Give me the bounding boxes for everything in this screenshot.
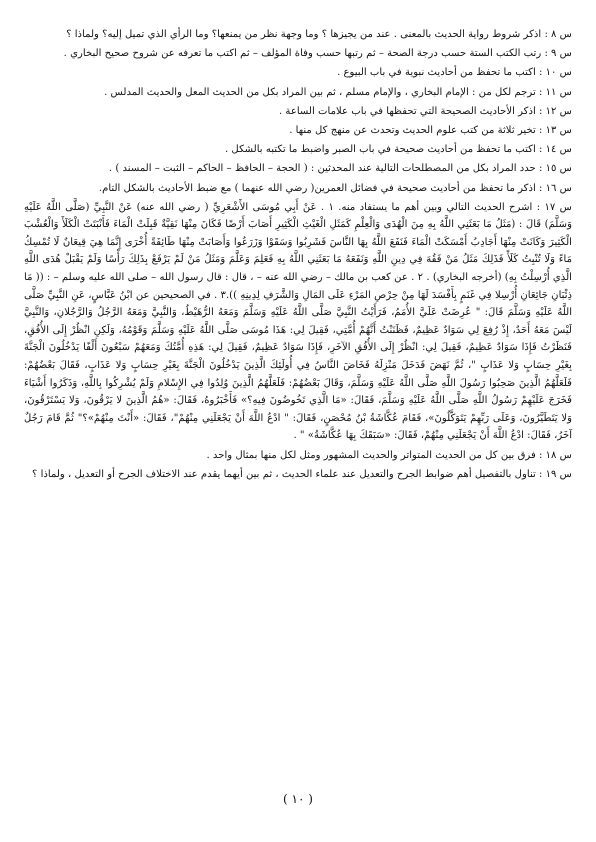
question-number: س ١٥ :	[539, 163, 572, 175]
question-text: اشرح الحديث التالي وبين أهم ما يستفاد منه. ١ . عَنْ أَبِي مُوسَى الأَشْعَرِيِّ ( رضي الله عنه) عَنْ النَّبِيِّ (صَلَّى اللَّهُ عَلَيْهِ وَسَلَّمَ) قَالَ : (مَثَلُ مَا بَعَثَنِي اللَّهُ بِهِ مِنَ الْهُدَى وَالْعِلْمِ كَمَثَلِ الْغَيْثِ الْكَثِيرِ أَصَابَ أَرْضًا فَكَانَ مِنْهَا نَقِيَّةٌ قَبِلَتْ الْمَاءَ فَأَنْبَتَتْ الْكَلَأَ وَالْعُشْبَ الْكَثِيرَ وَكَانَتْ مِنْهَا أَجَادِبُ أَمْسَكَتْ الْمَاءَ فَنَفَعَ اللَّهُ بِهَا النَّاسَ فَشَرِبُوا وَسَقَوْا وَزَرَعُوا وَأَصَابَتْ مِنْهَا طَائِفَةً أُخْرَى إِنَّمَا هِيَ قِيعَانٌ لَا تُمْسِكُ مَاءً وَلَا تُنْبِتُ كَلَأً فَذَلِكَ مَثَلُ مَنْ فَقُهَ فِي دِينِ اللَّهِ وَنَفَعَهُ مَا بَعَثَنِي اللَّهُ بِهِ فَعَلِمَ وَعَلَّمَ وَمَثَلُ مَنْ لَمْ يَرْفَعْ بِذَلِكَ رَأْسًا وَلَمْ يَقْبَلْ هُدَى اللَّهِ الَّذِي أُرْسِلْتُ بِهِ) (أخرجه البخاري) . ٢ . عن كعب بن مالك – رضي الله عنه – ، قال : قال رسول الله – صلى الله عليه وسلم – : (( مَا ذِئْبَانِ جَائِعَانِ أُرْسِلا فِي غَنَمٍ بِأَفْسَدَ لَهَا مِنْ حِرْصِ المَرْءِ عَلَى المَالِ وَالشَّرَفِ لِدِينِهِ )).٣ . في الصحيحين عن ابْنُ عَبَّاسٍ، عَنِ النَّبِيِّ صَلَّى اللَّهُ عَلَيْهِ وَسَلَّمَ قَالَ: " عُرِضَتْ عَلَيَّ الأُمَمُ، فَرَأَيْتُ النَّبِيَّ صَلَّى اللَّهُ عَلَيْهِ وَسَلَّمَ وَمَعَهُ الرُّهَيْطُ، وَالنَّبِيَّ وَمَعَهُ الرَّجُلُ وَالرَّجُلانِ، وَالنَّبِيَّ لَيْسَ مَعَهُ أَحَدٌ، إِذْ رُفِعَ لِي سَوَادٌ عَظِيمٌ، فَظَنَنْتُ أَنَّهُمْ أُمَّتِي، فَقِيلَ لِي: هَذَا مُوسَى صَلَّى اللَّهُ عَلَيْهِ وَسَلَّمَ وَقَوْمُهُ، وَلَكِنِ انْظُرْ إِلَى الأُفُقِ، فَنَظَرْتُ فَإِذَا سَوَادٌ عَظِيمٌ، فَقِيلَ لِي: انْظُرْ إِلَى الأُفُقِ الآخَرِ، فَإِذَا سَوَادٌ عَظِيمٌ، فَقِيلَ لِي: هَذِهِ أُمَّتُكَ وَمَعَهُمْ سَبْعُونَ أَلْفًا يَدْخُلُونَ الْجَنَّةَ بِغَيْرِ حِسَابٍ وَلا عَذَابٍ "، ثُمَّ نَهَضَ فَدَخَلَ مَنْزِلَهُ فَخَاضَ النَّاسُ فِي أُولَئِكَ الَّذِينَ يَدْخُلُونَ الْجَنَّةَ بِغَيْرِ حِسَابٍ وَلا عَذَابٍ، فَقَالَ بَعْضُهُمْ: فَلَعَلَّهُمُ الَّذِينَ صَحِبُوا رَسُولَ اللَّهِ صَلَّى اللَّهُ عَلَيْهِ وَسَلَّمَ، وَقَالَ بَعْضُهُمْ: فَلَعَلَّهُمُ الَّذِينَ وُلِدُوا فِي الإِسْلامِ وَلَمْ يُشْرِكُوا بِاللَّهِ، وَذَكَرُوا أَشْيَاءَ فَخَرَجَ عَلَيْهِمْ رَسُولُ اللَّهِ صَلَّى اللَّهُ عَلَيْهِ وَسَلَّمَ، فَقَالَ: «مَا الَّذِي تَخُوضُونَ فِيهِ؟» فَأَخْبَرُوهُ، فَقَالَ: «هُمُ الَّذِينَ لا يَرْقُونَ، وَلا يَسْتَرْقُونَ، وَلا يَتَطَيَّرُونَ، وَعَلَى رَبِّهِمْ يَتَوَكَّلُونَ»، فَقَامَ عُكَّاشَةُ بْنُ مُحْصَنٍ، فَقَالَ: " ادْعُ اللَّهَ أَنْ يَجْعَلَنِي مِنْهُمْ"، فَقَالَ: «أَنْتَ مِنْهُمْ»؟" ثُمَّ قَامَ رَجُلٌ آخَرُ، فَقَالَ: ادْعُ اللَّهَ أَنْ يَجْعَلَنِي مِنْهُمْ، فَقَالَ: «سَبَقَكَ بِهَا عُكَّاشَةُ» " .	[24, 201, 572, 442]
question-19	[24, 466, 572, 484]
question-number: س ١٦ :	[539, 182, 572, 194]
question-text: تخير ثلاثة من كتب علوم الحديث وتحدث عن منهج كل منها .	[289, 124, 536, 136]
question-number: س ١٣ :	[539, 124, 572, 136]
question-number: س ١٩ :	[539, 468, 572, 480]
question-number: س ١١ :	[539, 86, 572, 98]
question-number: س ٩ :	[544, 48, 572, 60]
question-8	[24, 26, 572, 44]
question-9	[24, 45, 572, 63]
page-number: ( ١٠ )	[283, 792, 313, 806]
question-13	[24, 122, 572, 140]
question-text: اكتب ما تحفظ من أحاديث صحيحة في باب الصبر واضبط ما تكتبه بالشكل .	[225, 144, 536, 156]
question-text: اذكر شروط رواية الحديث بالمعنى . عند من يجيزها ؟ وما وجهة نظر من يمنعها؟ وما الرأي الذي تميل إليه؟ ولماذا ؟	[66, 29, 542, 40]
questions-list	[24, 26, 572, 485]
question-18	[24, 447, 572, 465]
question-number: س ٨ :	[544, 29, 572, 40]
question-11	[24, 84, 572, 102]
question-number: س ١٧ :	[536, 201, 572, 213]
question-15	[24, 160, 572, 178]
question-16	[24, 180, 572, 198]
question-text: رتب الكتب الستة حسب درجة الصحة – ثم رتبها حسب وفاة المؤلف – ثم اكتب ما تعرفه عن شروح صحيح البخاري .	[63, 48, 542, 60]
question-number: س ١٨ :	[539, 449, 572, 461]
question-number: س ١٤ :	[539, 144, 572, 156]
question-number: س ١٠ :	[539, 67, 572, 79]
question-text: اذكر ما تحفظ من أحاديث صحيحة في فضائل العمرين( رضي الله عنهما ) مع ضبط الأحاديث بالشكل التام.	[98, 182, 536, 194]
question-text: فرق بين كل من الحديث المتواتر والحديث المشهور ومثل لكل منها بمثال واحد .	[206, 449, 536, 461]
question-text: اكتب ما تحفظ من أحاديث نبوية في باب البيوع .	[337, 67, 536, 79]
question-text: تناول بالتفصيل أهم ضوابط الجرح والتعديل عند علماء الحديث ، ثم بين أيهما يقدم عند الاختلاف الجرح أو التعديل ، ولماذا ؟	[32, 468, 536, 480]
question-17	[24, 199, 572, 445]
question-14	[24, 141, 572, 159]
question-text: ترجم لكل من : الإمام البخاري ، والإمام مسلم ، ثم بين المراد بكل من الحديث المعل والحديث المدلس .	[104, 86, 536, 98]
question-number: س ١٢ :	[539, 105, 572, 117]
question-text: حدد المراد بكل من المصطلحات التالية عند المحدثين : ( الحجة – الحافظ – الحاكم – الثبت – المسند ) .	[108, 163, 536, 175]
question-12	[24, 103, 572, 121]
question-10	[24, 64, 572, 82]
question-text: اذكر الأحاديث الصحيحة التي تحفظها في باب علامات الساعة .	[278, 105, 536, 117]
